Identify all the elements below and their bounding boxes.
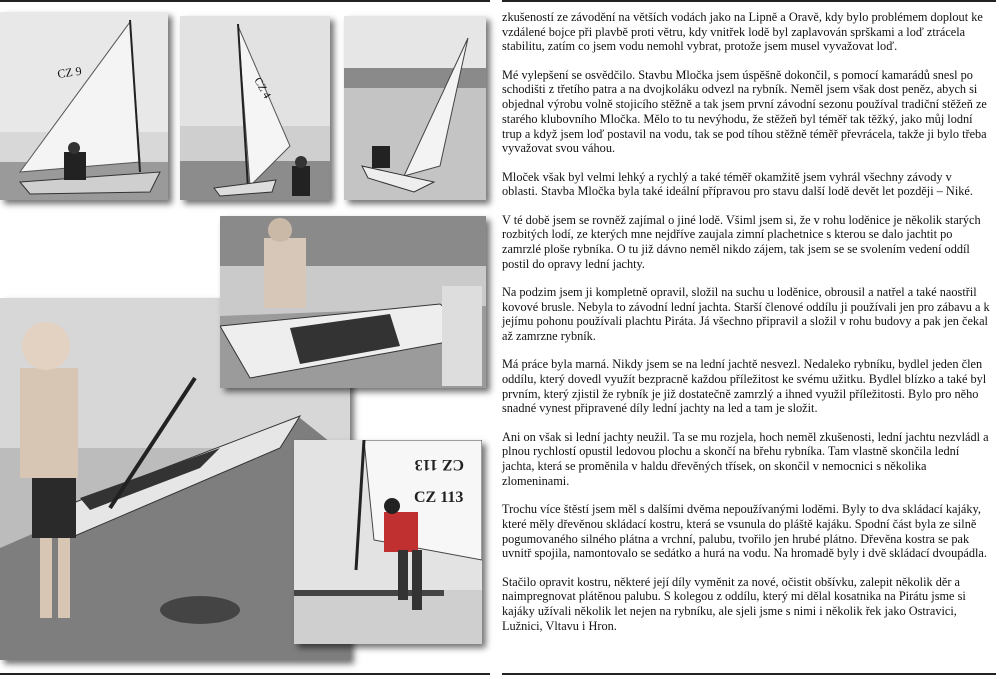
photo-repairing-ice-yacht	[220, 216, 486, 388]
paragraph-7: Ani on však si lední jachty neužil. Ta se mu rozjela, hoch neměl zkušenosti, lední jachtu nezvládl a plnou rychlostí opustil ledovou plochu a skončí na břehu rybníka. Tam vlastně skončila lední jachta, která se proměnila v haldu dřevěných třísek, on skončil v nemocnici s několika zlomeninami.	[502, 429, 989, 488]
photo-sailboat-cz4	[180, 16, 330, 200]
sail-number-cz113-upper: CZ 113	[414, 456, 464, 473]
sail-number-cz4: CZ 4	[251, 75, 273, 101]
article-text	[502, 10, 990, 647]
paragraph-2: Mé vylepšení se osvědčilo. Stavbu Mločka jsem úspěšně dokončil, s pomocí kamarádů snesl po schodišti z třetího patra a na dvojkoláku odvezl na rybník. Neměl jsem však dost peněz, abych si objednal výrobu volně stojicího stěžně a tak jsem první závodní sezonu používal tradiční stěžeň ze starého klubovního Mločka. Mělo to tu nevýhodu, že stěžeň byl téměř tak těžký, jako můj lodní trup a když jsem loď postavil na vodu, tak se pod tíhou stěžně téměř převrácela, takže ji bylo třeba vyvažovat svou váhou.	[502, 67, 987, 156]
paragraph-5: Na podzim jsem ji kompletně opravil, složil na suchu u loděnice, obrousil a natřel a také naostřil kovové brusle. Nebyla to závodní lední jachta. Starší členové oddílu ji používali jen pro zábavu a k jejímu pohonu používali plachtu Piráta. Já všechno připravil a složil v rohu budovy a pak jen čekal až zamrzne rybník.	[502, 284, 990, 344]
paragraph-8: Trochu více štěstí jsem měl s dalšími dvěma nepoužívanými loděmi. Byly to dva skládací kajáky, které měly dřevěnou skládací kostru, která se vsunula do pláště kajáku. Spodní část byla ze silně pogumovaného silného plátna a vrchní, palubu, tvořilo jen hrubé plátno. Dřevěna kostra se pak uvnitř spojila, namontovalo se sedátko a hurá na vodu. Na hromadě byly i dvě skládací dvoupádla.	[502, 502, 987, 561]
sail-number-cz9: CZ 9	[56, 63, 83, 81]
paragraph-6: Má práce byla marná. Nikdy jsem se na lední jachtě nesvezl. Nedaleko rybníku, bydlel jeden člen oddílu, který dovedl využít bezpracně každou příležitost ke svému užitku. Bydlel blízko a také byl prvním, který zjistil že rybník je již dostatečně zamrzlý a ihned využil příležitosti. Bylo pro něho snadné vynest připravené díly lední jachty na led a tam je složit.	[502, 357, 987, 416]
photo-ice-yacht-cz113	[294, 440, 482, 644]
paragraph-9: Stačilo opravit kostru, některé její díly vyměnit za nové, očistit obšívku, zalepit několik děr a naimpregnovat plátěnou palubu. S kolegou z oddílu, který mi dělal kosatnika na Pirátu jsme si kajáky užívali několik let nejen na rybníku, ale sjeli jsme s nimi i několik řek jako Ostravici, Lužnici, Vltavu i Hron.	[502, 574, 966, 633]
paragraph-4: V té době jsem se rovněž zajímal o jiné lodě. Všiml jsem si, že v rohu loděnice je několik starých rozbitých lodí, ze kterých mne nejdříve zaujala zimní plachetnice s kterou se dalo jachtit po zamrzlé ploše rybníka. O tu již dávno neměl nikdo zájem, tak jsem se se svolením vedení oddíl postil do opravy lední jachty.	[502, 212, 981, 271]
paragraph-1: zkušeností ze závodění na větších vodách jako na Lipně a Oravě, kdy bylo problémem doplout ke vzdálené bojce při plavbě proti větru, kdy vnitřek lodě byl zaplavován sprškami a loď ztrácela stabilitu, zatím co jsem vodu nemohl vybrat, protože jsem musel vyvažovat loď.	[502, 10, 983, 54]
photo-sailboat-cz9	[0, 12, 168, 200]
top-rule-left	[0, 0, 490, 2]
bottom-rule-left	[0, 673, 490, 675]
bottom-rule-right	[502, 673, 996, 675]
sail-number-cz113-lower: CZ 113	[414, 489, 464, 506]
paragraph-3: Mloček však byl velmi lehký a rychlý a také téměř okamžitě jsem vyhrál všechny závody v oblasti. Stavba Mločka byla také ideální přípravou pro stavu další lodě devět let později – Niké.	[502, 169, 973, 199]
photo-sailboat-heeling	[344, 16, 486, 200]
top-rule-right	[502, 0, 996, 2]
